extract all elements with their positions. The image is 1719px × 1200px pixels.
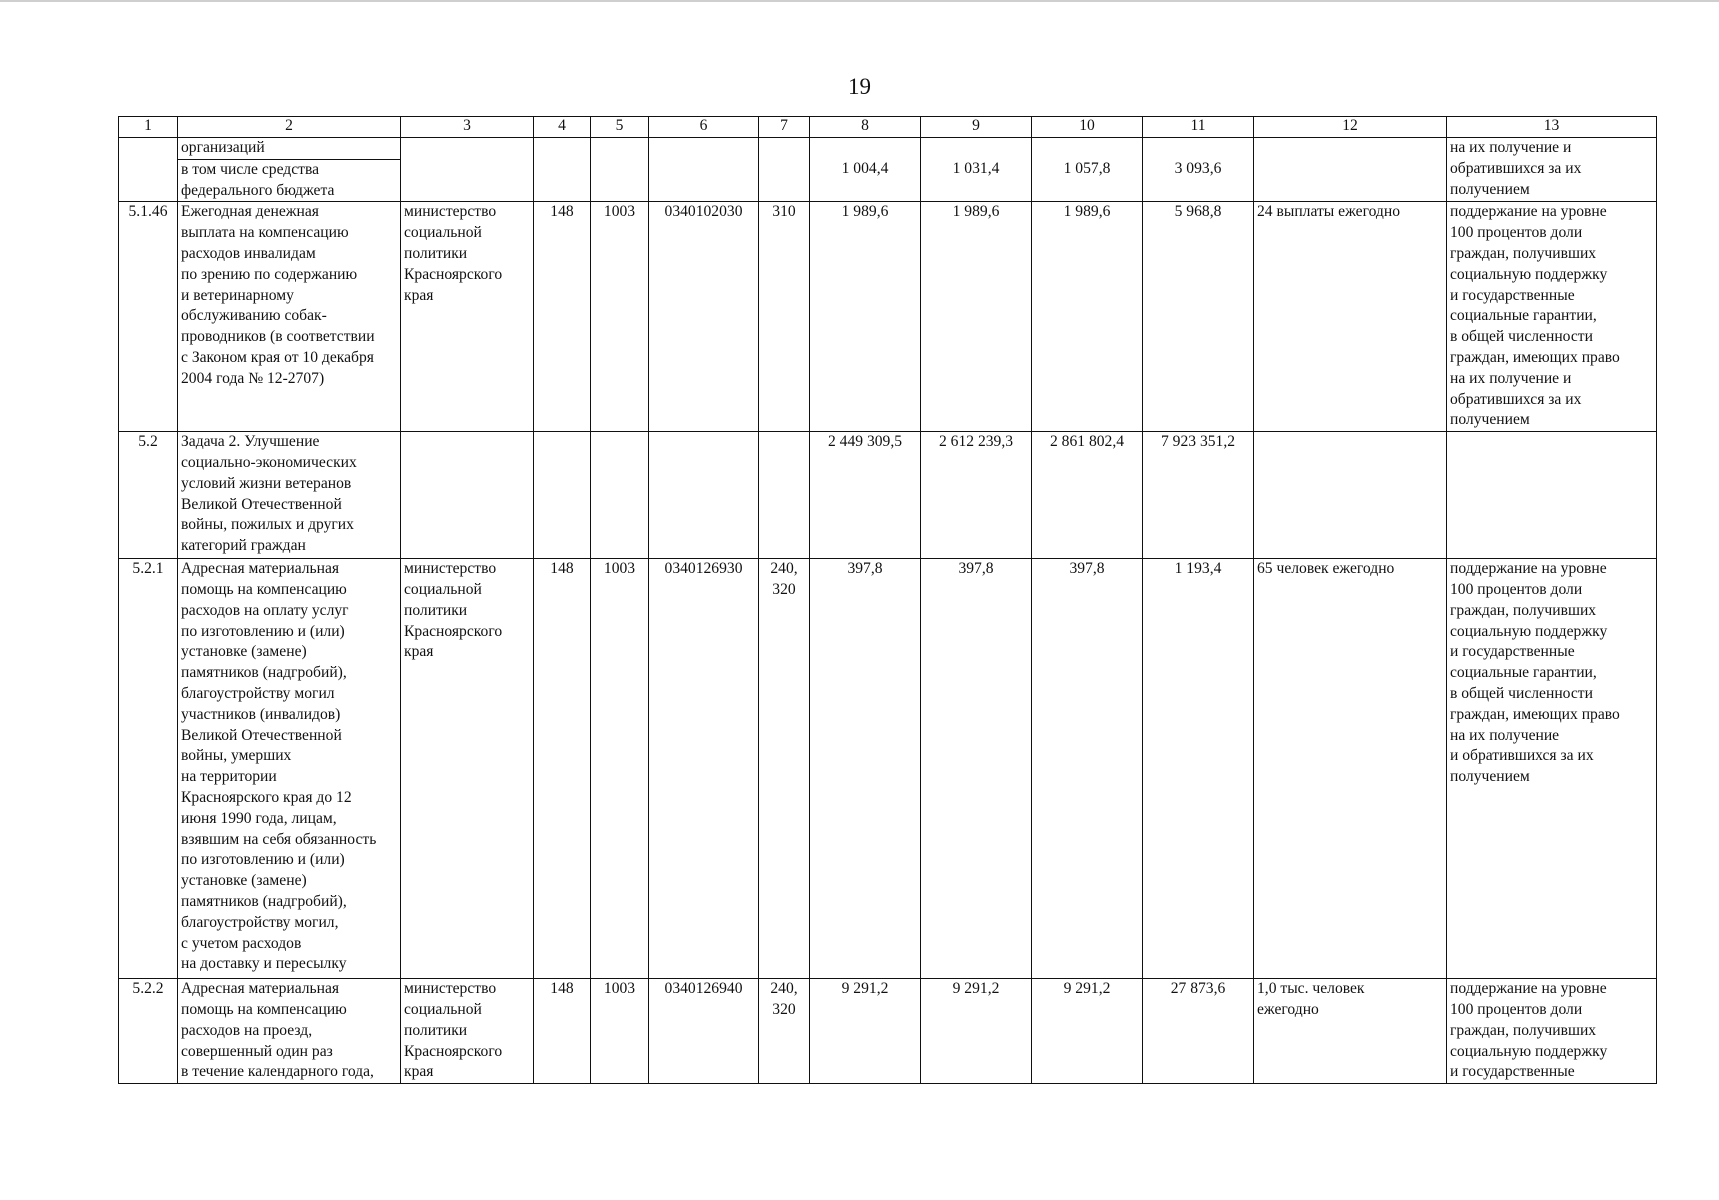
cell-col9 <box>921 138 1032 160</box>
cell-name: организаций <box>178 138 401 160</box>
cell-col9: 1 989,6 <box>921 202 1032 432</box>
cell-result <box>1447 432 1657 559</box>
cell-col6 <box>649 138 759 202</box>
cell-name: Адресная материальная помощь на компенсацию расходов на оплату услуг по изготовлению и (или) установке (замене) памятников (надгробий), благоустройству могил участников (инвалидов) Великой Отечественной войны, умерших на территории Красноярского края до 12 июня 1990 года, лицам, взявшим на себя обязанность по изготовлению и (или) установке (замене) памятников (надгробий), благоустройству могил, с учетом расходов на доставку и пересылку <box>178 559 401 979</box>
column-header: 1 <box>119 117 178 138</box>
cell-col10: 1 989,6 <box>1032 202 1143 432</box>
cell-col8: 9 291,2 <box>810 979 921 1084</box>
cell-col9: 9 291,2 <box>921 979 1032 1084</box>
cell-col8 <box>810 138 921 160</box>
cell-col6: 0340126940 <box>649 979 759 1084</box>
cell-col5: 1003 <box>591 559 649 979</box>
cell-result: поддержание на уровне 100 процентов доли граждан, получивших социальную поддержку и государственные <box>1447 979 1657 1084</box>
cell-col5 <box>591 138 649 202</box>
cell-col12 <box>1254 432 1447 559</box>
cell-col10: 2 861 802,4 <box>1032 432 1143 559</box>
cell-col8: 1 004,4 <box>810 159 921 202</box>
column-header: 12 <box>1254 117 1447 138</box>
cell-col12: 1,0 тыс. человек ежегодно <box>1254 979 1447 1084</box>
column-header: 11 <box>1143 117 1254 138</box>
cell-col11: 5 968,8 <box>1143 202 1254 432</box>
cell-col4: 148 <box>534 202 591 432</box>
cell-col5: 1003 <box>591 202 649 432</box>
table-row <box>119 432 1657 559</box>
cell-col10: 397,8 <box>1032 559 1143 979</box>
cell-col12: 24 выплаты ежегодно <box>1254 202 1447 432</box>
cell-agency: министерство социальной политики Красноярского края <box>401 979 534 1084</box>
cell-col9: 2 612 239,3 <box>921 432 1032 559</box>
cell-num <box>119 138 178 202</box>
cell-col12 <box>1254 138 1447 202</box>
column-header: 9 <box>921 117 1032 138</box>
column-header: 10 <box>1032 117 1143 138</box>
cell-col4 <box>534 432 591 559</box>
cell-result: поддержание на уровне 100 процентов доли граждан, получивших социальную поддержку и государственные социальные гарантии, в общей численности граждан, имеющих право на их получение и обратившихся за их получением <box>1447 559 1657 979</box>
program-measures-table <box>118 116 1657 1084</box>
cell-col4: 148 <box>534 559 591 979</box>
column-header: 4 <box>534 117 591 138</box>
cell-name: Адресная материальная помощь на компенсацию расходов на проезд, совершенный один раз в течение календарного года, <box>178 979 401 1084</box>
cell-col10: 1 057,8 <box>1032 159 1143 202</box>
scan-edge-line <box>0 0 1719 2</box>
cell-col10 <box>1032 138 1143 160</box>
cell-result: на их получение и обратившихся за их получением <box>1447 138 1657 202</box>
cell-col11: 1 193,4 <box>1143 559 1254 979</box>
cell-col7 <box>759 432 810 559</box>
cell-name: Ежегодная денежная выплата на компенсацию расходов инвалидам по зрению по содержанию и ветеринарному обслуживанию собак- проводников (в соответствии с Законом края от 10 декабря 2004 года № 12-2707) <box>178 202 401 432</box>
cell-col11: 7 923 351,2 <box>1143 432 1254 559</box>
cell-col8: 397,8 <box>810 559 921 979</box>
column-header: 5 <box>591 117 649 138</box>
cell-col4 <box>534 138 591 202</box>
cell-col4: 148 <box>534 979 591 1084</box>
column-header: 13 <box>1447 117 1657 138</box>
cell-num: 5.1.46 <box>119 202 178 432</box>
cell-col6 <box>649 432 759 559</box>
column-header: 6 <box>649 117 759 138</box>
cell-result: поддержание на уровне 100 процентов доли граждан, получивших социальную поддержку и государственные социальные гарантии, в общей численности граждан, имеющих право на их получение и обратившихся за их получением <box>1447 202 1657 432</box>
cell-col5 <box>591 432 649 559</box>
cell-col11: 3 093,6 <box>1143 159 1254 202</box>
cell-agency <box>401 432 534 559</box>
cell-col5: 1003 <box>591 979 649 1084</box>
column-header: 8 <box>810 117 921 138</box>
table-row <box>119 979 1657 1084</box>
cell-col7 <box>759 138 810 202</box>
cell-col7: 240, 320 <box>759 979 810 1084</box>
cell-col6: 0340102030 <box>649 202 759 432</box>
column-header: 7 <box>759 117 810 138</box>
cell-num: 5.2.1 <box>119 559 178 979</box>
cell-col11: 27 873,6 <box>1143 979 1254 1084</box>
cell-num: 5.2.2 <box>119 979 178 1084</box>
cell-agency: министерство социальной политики Красноярского края <box>401 202 534 432</box>
cell-col12: 65 человек ежегодно <box>1254 559 1447 979</box>
cell-col7: 240, 320 <box>759 559 810 979</box>
cell-name: Задача 2. Улучшение социально-экономических условий жизни ветеранов Великой Отечественной войны, пожилых и других категорий граждан <box>178 432 401 559</box>
column-number-row <box>119 117 1657 138</box>
cell-col8: 2 449 309,5 <box>810 432 921 559</box>
cell-col8: 1 989,6 <box>810 202 921 432</box>
cell-agency: министерство социальной политики Красноярского края <box>401 559 534 979</box>
column-header: 2 <box>178 117 401 138</box>
cell-col10: 9 291,2 <box>1032 979 1143 1084</box>
continuation-row <box>119 138 1657 160</box>
cell-col11 <box>1143 138 1254 160</box>
cell-col6: 0340126930 <box>649 559 759 979</box>
cell-agency <box>401 138 534 202</box>
cell-col7: 310 <box>759 202 810 432</box>
cell-name: в том числе средства федерального бюджета <box>178 159 401 202</box>
table-row <box>119 559 1657 979</box>
cell-num: 5.2 <box>119 432 178 559</box>
cell-col9: 1 031,4 <box>921 159 1032 202</box>
cell-col9: 397,8 <box>921 559 1032 979</box>
table-row <box>119 202 1657 432</box>
column-header: 3 <box>401 117 534 138</box>
page-number: 19 <box>848 74 871 99</box>
